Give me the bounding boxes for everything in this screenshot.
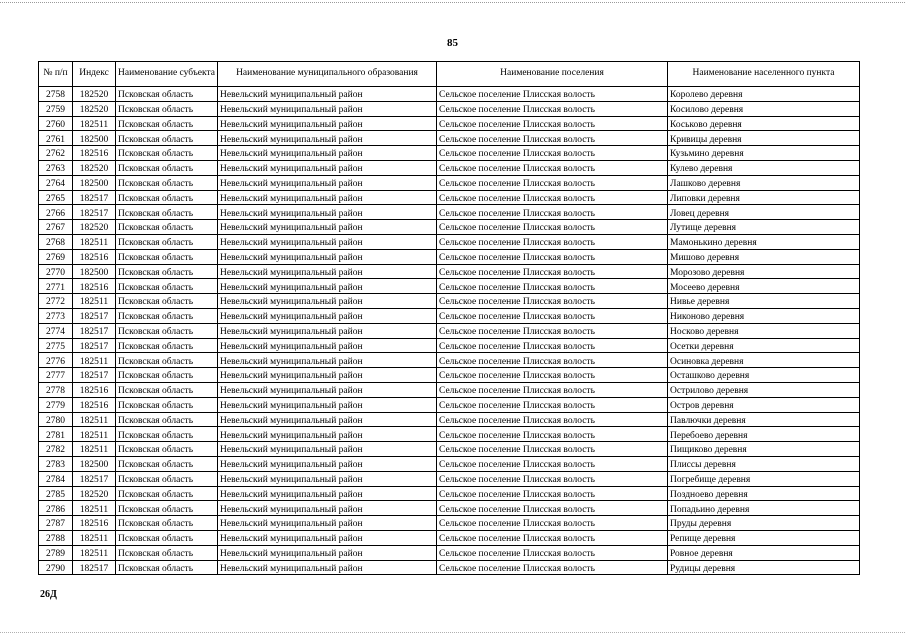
cell-index: 182511 (73, 294, 116, 309)
cell-subject: Псковская область (116, 442, 218, 457)
table-row (39, 323, 860, 338)
cell-settlement: Сельское поселение Плисская волость (437, 382, 668, 397)
cell-locality: Пищиково деревня (668, 442, 860, 457)
cell-settlement: Сельское поселение Плисская волость (437, 501, 668, 516)
cell-settlement: Сельское поселение Плисская волость (437, 116, 668, 131)
cell-locality: Коськово деревня (668, 116, 860, 131)
table-row (39, 234, 860, 249)
cell-municipality: Невельский муниципальный район (218, 116, 437, 131)
header-municipality: Наименование муниципального образования (218, 62, 437, 87)
cell-num: 2768 (39, 234, 73, 249)
cell-num: 2767 (39, 220, 73, 235)
table-row (39, 160, 860, 175)
cell-index: 182516 (73, 516, 116, 531)
cell-locality: Липовки деревня (668, 190, 860, 205)
cell-locality: Ровное деревня (668, 545, 860, 560)
cell-index: 182516 (73, 146, 116, 161)
cell-locality: Косилово деревня (668, 101, 860, 116)
cell-index: 182511 (73, 234, 116, 249)
cell-municipality: Невельский муниципальный район (218, 205, 437, 220)
cell-municipality: Невельский муниципальный район (218, 486, 437, 501)
cell-subject: Псковская область (116, 101, 218, 116)
cell-municipality: Невельский муниципальный район (218, 308, 437, 323)
cell-municipality: Невельский муниципальный район (218, 146, 437, 161)
cell-subject: Псковская область (116, 368, 218, 383)
cell-subject: Псковская область (116, 190, 218, 205)
cell-locality: Острилово деревня (668, 382, 860, 397)
table-row (39, 397, 860, 412)
cell-num: 2779 (39, 397, 73, 412)
cell-index: 182517 (73, 205, 116, 220)
table-row (39, 190, 860, 205)
cell-num: 2781 (39, 427, 73, 442)
cell-settlement: Сельское поселение Плисская волость (437, 146, 668, 161)
cell-num: 2771 (39, 279, 73, 294)
cell-municipality: Невельский муниципальный район (218, 412, 437, 427)
cell-index: 182520 (73, 101, 116, 116)
table-row (39, 516, 860, 531)
cell-index: 182517 (73, 338, 116, 353)
cell-locality: Мамонькино деревня (668, 234, 860, 249)
cell-num: 2759 (39, 101, 73, 116)
cell-index: 182511 (73, 530, 116, 545)
table-row (39, 486, 860, 501)
cell-municipality: Невельский муниципальный район (218, 471, 437, 486)
table-row (39, 279, 860, 294)
table-row (39, 353, 860, 368)
cell-subject: Псковская область (116, 427, 218, 442)
cell-municipality: Невельский муниципальный район (218, 264, 437, 279)
cell-settlement: Сельское поселение Плисская волость (437, 530, 668, 545)
cell-locality: Перебоево деревня (668, 427, 860, 442)
header-subject: Наименование субъекта (116, 62, 218, 87)
cell-locality: Мишово деревня (668, 249, 860, 264)
cell-num: 2787 (39, 516, 73, 531)
cell-subject: Псковская область (116, 160, 218, 175)
table-row (39, 87, 860, 102)
cell-subject: Псковская область (116, 560, 218, 575)
cell-index: 182500 (73, 456, 116, 471)
cell-subject: Псковская область (116, 205, 218, 220)
table-row (39, 501, 860, 516)
table-row (39, 308, 860, 323)
cell-num: 2780 (39, 412, 73, 427)
cell-settlement: Сельское поселение Плисская волость (437, 205, 668, 220)
cell-settlement: Сельское поселение Плисская волость (437, 234, 668, 249)
cell-settlement: Сельское поселение Плисская волость (437, 249, 668, 264)
cell-num: 2769 (39, 249, 73, 264)
cell-municipality: Невельский муниципальный район (218, 190, 437, 205)
table-row (39, 220, 860, 235)
cell-subject: Псковская область (116, 397, 218, 412)
cell-subject: Псковская область (116, 456, 218, 471)
header-row (39, 62, 860, 87)
table-row (39, 249, 860, 264)
cell-subject: Псковская область (116, 87, 218, 102)
cell-num: 2785 (39, 486, 73, 501)
cell-index: 182520 (73, 220, 116, 235)
cell-subject: Псковская область (116, 471, 218, 486)
cell-index: 182517 (73, 368, 116, 383)
cell-settlement: Сельское поселение Плисская волость (437, 279, 668, 294)
cell-locality: Кривицы деревня (668, 131, 860, 146)
cell-subject: Псковская область (116, 146, 218, 161)
cell-settlement: Сельское поселение Плисская волость (437, 131, 668, 146)
cell-subject: Псковская область (116, 264, 218, 279)
cell-subject: Псковская область (116, 486, 218, 501)
cell-index: 182500 (73, 131, 116, 146)
cell-settlement: Сельское поселение Плисская волость (437, 160, 668, 175)
cell-settlement: Сельское поселение Плисская волость (437, 560, 668, 575)
cell-settlement: Сельское поселение Плисская волость (437, 175, 668, 190)
scan-edge-bottom (0, 632, 905, 634)
cell-index: 182516 (73, 382, 116, 397)
cell-num: 2789 (39, 545, 73, 560)
cell-locality: Никоново деревня (668, 308, 860, 323)
cell-municipality: Невельский муниципальный район (218, 87, 437, 102)
table-row (39, 530, 860, 545)
cell-subject: Псковская область (116, 249, 218, 264)
cell-index: 182516 (73, 279, 116, 294)
cell-num: 2782 (39, 442, 73, 457)
cell-num: 2778 (39, 382, 73, 397)
table-body (39, 87, 860, 575)
table-row (39, 427, 860, 442)
cell-locality: Королево деревня (668, 87, 860, 102)
cell-municipality: Невельский муниципальный район (218, 545, 437, 560)
cell-settlement: Сельское поселение Плисская волость (437, 308, 668, 323)
cell-num: 2774 (39, 323, 73, 338)
cell-municipality: Невельский муниципальный район (218, 501, 437, 516)
cell-num: 2766 (39, 205, 73, 220)
cell-municipality: Невельский муниципальный район (218, 442, 437, 457)
cell-subject: Псковская область (116, 382, 218, 397)
cell-subject: Псковская область (116, 175, 218, 190)
cell-locality: Остров деревня (668, 397, 860, 412)
cell-locality: Осташково деревня (668, 368, 860, 383)
cell-municipality: Невельский муниципальный район (218, 279, 437, 294)
cell-subject: Псковская область (116, 131, 218, 146)
cell-settlement: Сельское поселение Плисская волость (437, 190, 668, 205)
cell-municipality: Невельский муниципальный район (218, 249, 437, 264)
cell-locality: Нивье деревня (668, 294, 860, 309)
cell-num: 2764 (39, 175, 73, 190)
cell-subject: Псковская область (116, 338, 218, 353)
table-row (39, 560, 860, 575)
table-row (39, 175, 860, 190)
cell-municipality: Невельский муниципальный район (218, 131, 437, 146)
cell-municipality: Невельский муниципальный район (218, 560, 437, 575)
cell-index: 182516 (73, 249, 116, 264)
cell-index: 182517 (73, 323, 116, 338)
cell-index: 182520 (73, 486, 116, 501)
cell-locality: Лутище деревня (668, 220, 860, 235)
cell-municipality: Невельский муниципальный район (218, 530, 437, 545)
cell-index: 182511 (73, 501, 116, 516)
cell-municipality: Невельский муниципальный район (218, 220, 437, 235)
table-row (39, 146, 860, 161)
cell-index: 182511 (73, 412, 116, 427)
cell-index: 182511 (73, 116, 116, 131)
cell-locality: Носково деревня (668, 323, 860, 338)
header-num: № п/п (39, 62, 73, 87)
cell-subject: Псковская область (116, 220, 218, 235)
cell-subject: Псковская область (116, 294, 218, 309)
cell-index: 182520 (73, 87, 116, 102)
cell-municipality: Невельский муниципальный район (218, 234, 437, 249)
cell-settlement: Сельское поселение Плисская волость (437, 264, 668, 279)
cell-locality: Осетки деревня (668, 338, 860, 353)
cell-locality: Кулево деревня (668, 160, 860, 175)
cell-settlement: Сельское поселение Плисская волость (437, 442, 668, 457)
cell-settlement: Сельское поселение Плисская волость (437, 412, 668, 427)
cell-locality: Рудицы деревня (668, 560, 860, 575)
table-header (39, 62, 860, 87)
cell-municipality: Невельский муниципальный район (218, 323, 437, 338)
cell-locality: Мосеево деревня (668, 279, 860, 294)
cell-locality: Попадьино деревня (668, 501, 860, 516)
cell-index: 182517 (73, 308, 116, 323)
cell-num: 2790 (39, 560, 73, 575)
cell-num: 2758 (39, 87, 73, 102)
cell-municipality: Невельский муниципальный район (218, 294, 437, 309)
cell-index: 182517 (73, 190, 116, 205)
cell-settlement: Сельское поселение Плисская волость (437, 486, 668, 501)
cell-municipality: Невельский муниципальный район (218, 353, 437, 368)
cell-settlement: Сельское поселение Плисская волость (437, 353, 668, 368)
cell-index: 182500 (73, 175, 116, 190)
cell-num: 2788 (39, 530, 73, 545)
cell-num: 2770 (39, 264, 73, 279)
table-row (39, 131, 860, 146)
cell-municipality: Невельский муниципальный район (218, 456, 437, 471)
cell-num: 2773 (39, 308, 73, 323)
cell-num: 2786 (39, 501, 73, 516)
cell-subject: Псковская область (116, 353, 218, 368)
cell-municipality: Невельский муниципальный район (218, 338, 437, 353)
cell-settlement: Сельское поселение Плисская волость (437, 516, 668, 531)
cell-num: 2783 (39, 456, 73, 471)
cell-settlement: Сельское поселение Плисская волость (437, 220, 668, 235)
cell-locality: Плиссы деревня (668, 456, 860, 471)
cell-num: 2784 (39, 471, 73, 486)
cell-municipality: Невельский муниципальный район (218, 368, 437, 383)
cell-locality: Лашково деревня (668, 175, 860, 190)
cell-locality: Поздноево деревня (668, 486, 860, 501)
table-row (39, 294, 860, 309)
cell-settlement: Сельское поселение Плисская волость (437, 427, 668, 442)
cell-num: 2761 (39, 131, 73, 146)
cell-locality: Погребище деревня (668, 471, 860, 486)
cell-settlement: Сельское поселение Плисская волость (437, 545, 668, 560)
cell-num: 2762 (39, 146, 73, 161)
table-row (39, 442, 860, 457)
cell-num: 2760 (39, 116, 73, 131)
cell-municipality: Невельский муниципальный район (218, 175, 437, 190)
cell-settlement: Сельское поселение Плисская волость (437, 294, 668, 309)
cell-municipality: Невельский муниципальный район (218, 101, 437, 116)
cell-index: 182520 (73, 160, 116, 175)
cell-index: 182517 (73, 471, 116, 486)
cell-num: 2776 (39, 353, 73, 368)
table-row (39, 412, 860, 427)
header-locality: Наименование населенного пункта (668, 62, 860, 87)
cell-locality: Осиновка деревня (668, 353, 860, 368)
table-row (39, 382, 860, 397)
cell-index: 182500 (73, 264, 116, 279)
cell-num: 2775 (39, 338, 73, 353)
table-row (39, 471, 860, 486)
cell-subject: Псковская область (116, 412, 218, 427)
cell-settlement: Сельское поселение Плисская волость (437, 397, 668, 412)
cell-municipality: Невельский муниципальный район (218, 516, 437, 531)
table-row (39, 545, 860, 560)
table-row (39, 456, 860, 471)
cell-subject: Псковская область (116, 308, 218, 323)
scan-edge-top (0, 2, 905, 4)
cell-index: 182516 (73, 397, 116, 412)
cell-index: 182511 (73, 353, 116, 368)
cell-municipality: Невельский муниципальный район (218, 397, 437, 412)
cell-num: 2777 (39, 368, 73, 383)
cell-num: 2772 (39, 294, 73, 309)
cell-settlement: Сельское поселение Плисская волость (437, 456, 668, 471)
cell-num: 2765 (39, 190, 73, 205)
cell-locality: Ловец деревня (668, 205, 860, 220)
cell-settlement: Сельское поселение Плисская волость (437, 471, 668, 486)
header-index: Индекс (73, 62, 116, 87)
page-number: 85 (447, 37, 458, 49)
cell-index: 182511 (73, 442, 116, 457)
table-row (39, 205, 860, 220)
cell-municipality: Невельский муниципальный район (218, 427, 437, 442)
header-settlement: Наименование поселения (437, 62, 668, 87)
cell-locality: Морозово деревня (668, 264, 860, 279)
cell-index: 182511 (73, 427, 116, 442)
cell-subject: Псковская область (116, 501, 218, 516)
footer-code: 26Д (40, 589, 57, 600)
table-row (39, 368, 860, 383)
cell-index: 182511 (73, 545, 116, 560)
table-row (39, 116, 860, 131)
cell-settlement: Сельское поселение Плисская волость (437, 323, 668, 338)
cell-settlement: Сельское поселение Плисская волость (437, 338, 668, 353)
cell-locality: Пруды деревня (668, 516, 860, 531)
cell-subject: Псковская область (116, 234, 218, 249)
table-row (39, 338, 860, 353)
cell-subject: Псковская область (116, 323, 218, 338)
cell-subject: Псковская область (116, 279, 218, 294)
cell-locality: Репище деревня (668, 530, 860, 545)
settlements-table (38, 61, 860, 575)
cell-subject: Псковская область (116, 530, 218, 545)
cell-municipality: Невельский муниципальный район (218, 382, 437, 397)
cell-settlement: Сельское поселение Плисская волость (437, 101, 668, 116)
table-row (39, 264, 860, 279)
cell-settlement: Сельское поселение Плисская волость (437, 87, 668, 102)
cell-num: 2763 (39, 160, 73, 175)
table-row (39, 101, 860, 116)
cell-subject: Псковская область (116, 545, 218, 560)
cell-locality: Павлючки деревня (668, 412, 860, 427)
cell-subject: Псковская область (116, 516, 218, 531)
cell-index: 182517 (73, 560, 116, 575)
cell-municipality: Невельский муниципальный район (218, 160, 437, 175)
cell-locality: Кузьмино деревня (668, 146, 860, 161)
cell-subject: Псковская область (116, 116, 218, 131)
cell-settlement: Сельское поселение Плисская волость (437, 368, 668, 383)
